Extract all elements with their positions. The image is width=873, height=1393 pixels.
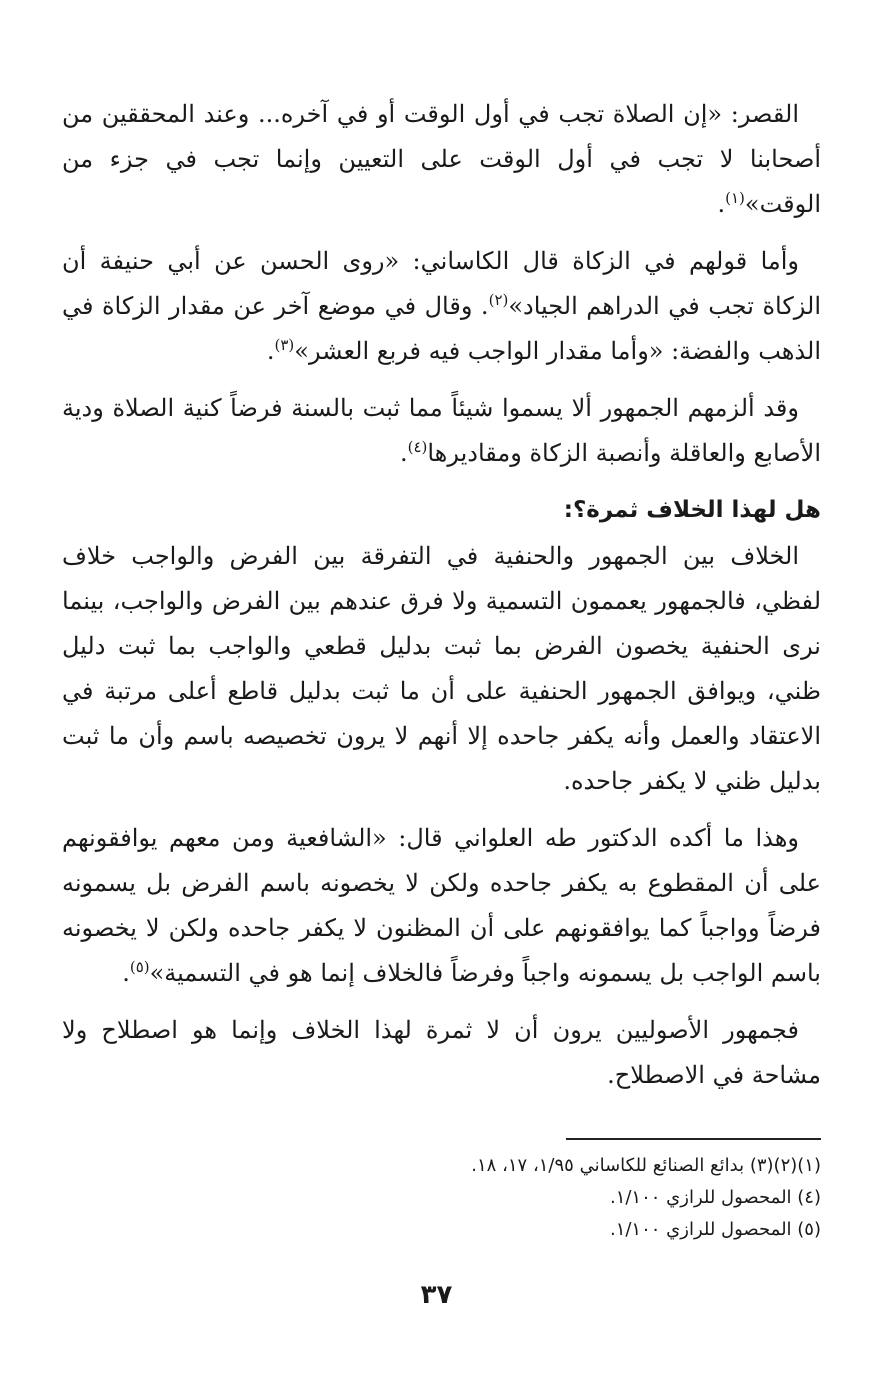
footnote-ref[interactable]: (٢) (488, 291, 509, 309)
footnote-item: (٥) المحصول للرازي ١/١٠٠. (609, 1219, 821, 1240)
page-number: ٣٧ (420, 1280, 453, 1310)
footnote-ref[interactable]: (١) (725, 189, 745, 207)
paragraph-zakat: وأما قولهم في الزكاة قال الكاساني: «روى الحسن عن أبي حنيفة أن الزكاة تجب في الدراهم الجياد»$^{(٢)}$. وقال في موضع آخر عن مقدار الزكاة في الذهب والفضة: «وأما مقدار الواجب فيه فربع العشر»$^{(٣)}$. (62, 247, 821, 365)
footnote-ref[interactable]: (٤) (407, 438, 428, 456)
section-heading: هل لهذا الخلاف ثمرة؟: (563, 497, 821, 523)
paragraph-majority-objection: وقد ألزمهم الجمهور ألا يسموا شيئاً مما ثبت بالسنة فرضاً كنية الصلاة ودية الأصابع والعاقلة وأنصبة الزكاة ومقاديرها$^{(٤)}$. (62, 394, 821, 467)
footnote-item: (١)(٢)(٣) بدائع الصنائع للكاساني ١/٩٥، ١٧، ١٨. (471, 1155, 821, 1176)
paragraph-alalwani-quote: وهذا ما أكده الدكتور طه العلواني قال: «الشافعية ومن معهم يوافقونهم على أن المقطوع به يكفر جاحده ولكن لا يخصونه باسم الفرض بل يسمونه فرضاً وواجباً كما يوافقونهم على أن المظنون لا يكفر جاحده ولكن لا يخصونه باسم الواجب بل يسمونه واجباً وفرضاً فالخلاف إنما هو في التسمية»$^{(٥)}$. (62, 824, 821, 987)
footnote-ref[interactable]: (٥) (129, 958, 150, 976)
footnote-ref[interactable]: (٣) (274, 336, 295, 354)
footnotes (62, 1150, 821, 1246)
footnote-divider (566, 1138, 821, 1140)
footnote-item: (٤) المحصول للرازي ١/١٠٠. (609, 1187, 821, 1208)
paragraph-conclusion: فجمهور الأصوليين يرون أن لا ثمرة لهذا الخلاف وإنما هو اصطلاح ولا مشاحة في الاصطلاح. (62, 1016, 821, 1089)
paragraph-verbal-dispute: الخلاف بين الجمهور والحنفية في التفرقة بين الفرض والواجب خلاف لفظي، فالجمهور يعممون التسمية ولا فرق عندهم بين الفرض والواجب، بينما نرى الحنفية يخصون الفرض بما ثبت بدليل قطعي والواجب بما ثبت دليل ظني، ويوافق الجمهور الحنفية على أن ما ثبت بدليل قاطع أعلى مرتبة في الاعتقاد والعمل وأنه يكفر جاحده إلا أنهم لا يرون تخصيصه باسم وأن ما ثبت بدليل ظني لا يكفر جاحده. (62, 542, 822, 795)
page-body (62, 92, 821, 1110)
paragraph-prayer-time: القصر: «إن الصلاة تجب في أول الوقت أو في آخره... وعند المحققين من أصحابنا لا تجب في أول الوقت على التعيين وإنما تجب في جزء من الوقت»$^{(١)}$. (62, 100, 821, 218)
